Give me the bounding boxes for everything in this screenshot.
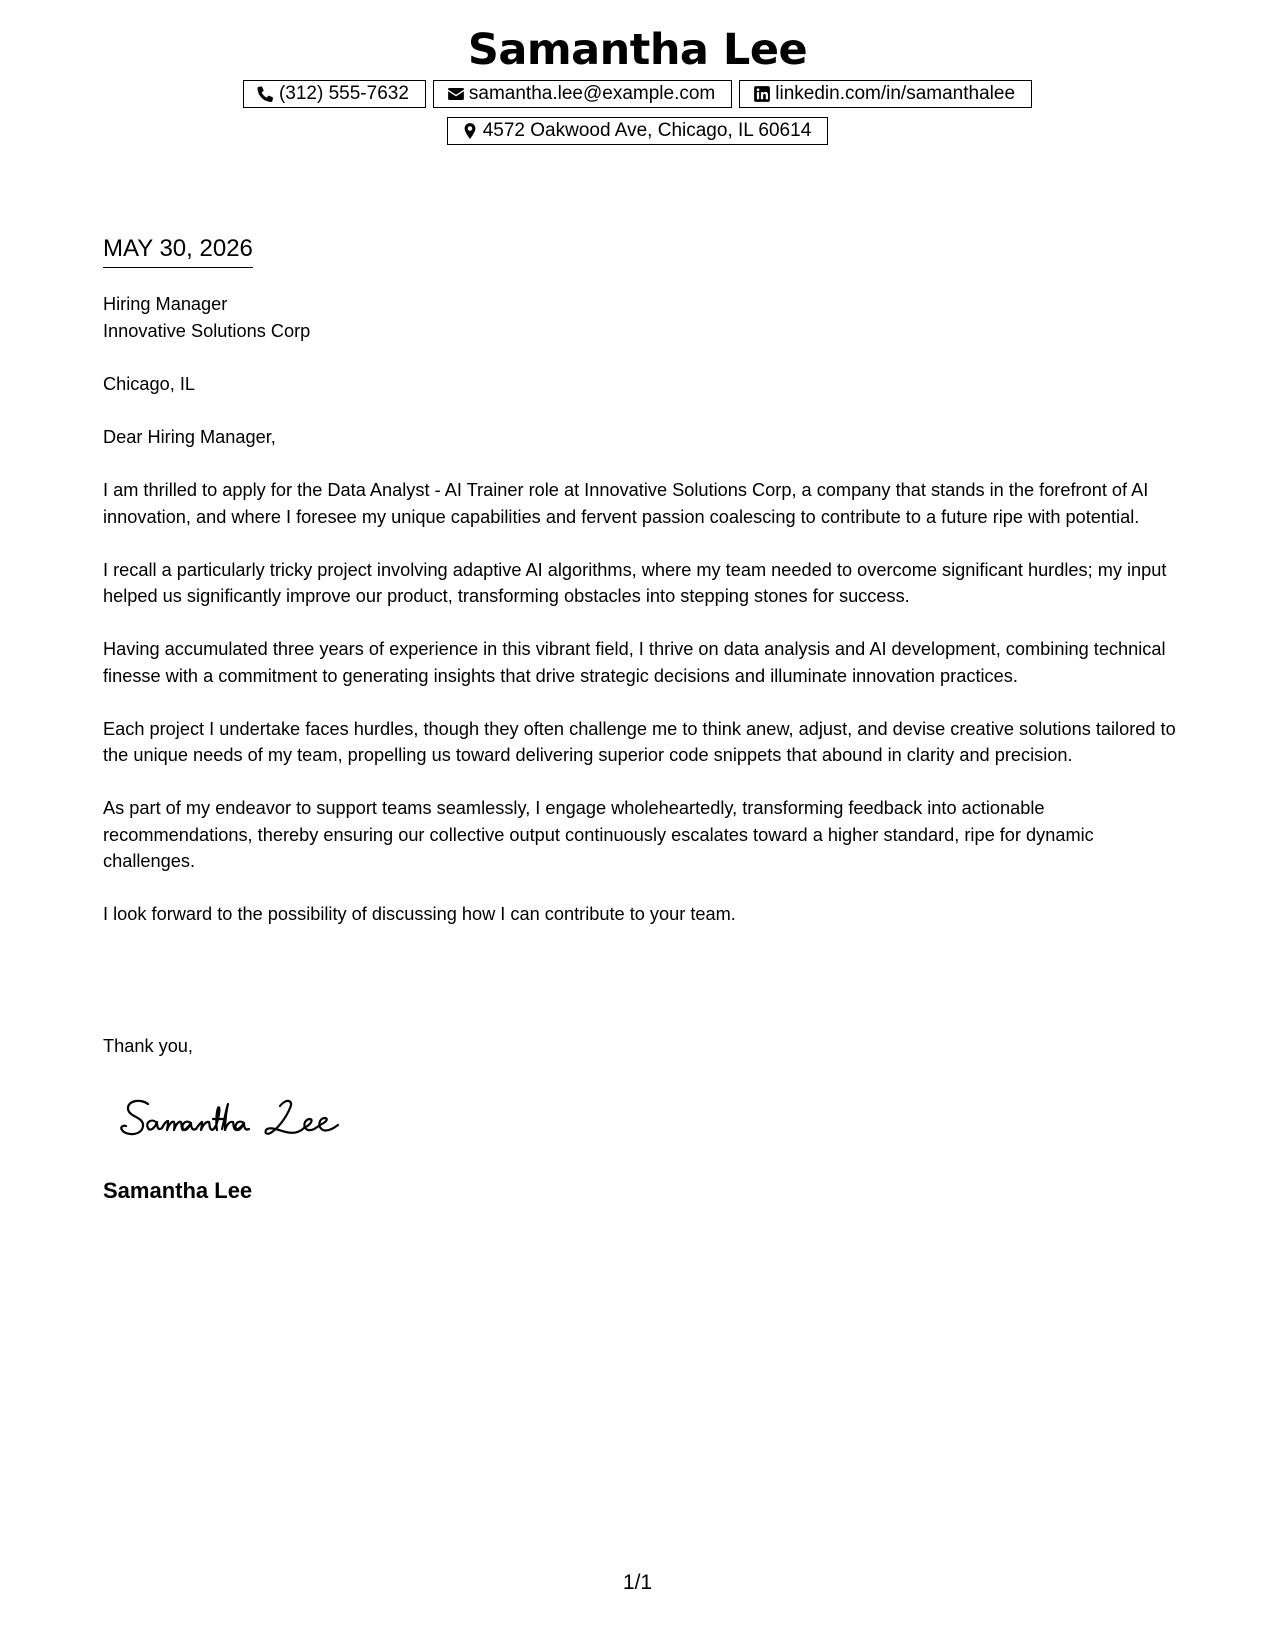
linkedin-icon bbox=[753, 85, 771, 103]
recipient-title: Hiring Manager bbox=[103, 294, 228, 314]
applicant-name: Samantha Lee bbox=[467, 25, 808, 75]
salutation: Dear Hiring Manager, bbox=[103, 427, 276, 447]
phone-text: (312) 555-7632 bbox=[278, 83, 409, 104]
signer-name: Samantha Lee bbox=[103, 1178, 253, 1203]
contact-row bbox=[0, 80, 1275, 108]
phone-icon bbox=[257, 85, 275, 103]
handwritten-signature bbox=[118, 1092, 348, 1148]
body-paragraph: I am thrilled to apply for the Data Analyst - AI Trainer role at Innovative Solutions Corp, a company that stands in the forefront of AI innovation, and where I foresee my unique capabilities and fervent passion coalescing to contribute to a future ripe with potential. bbox=[103, 480, 1149, 527]
body-paragraph: Having accumulated three years of experience in this vibrant field, I thrive on data analysis and AI development, combining technical finesse with a commitment to generating insights that drive strategic decisions and illuminate innovation practices. bbox=[103, 639, 1166, 686]
address-text: 4572 Oakwood Ave, Chicago, IL 60614 bbox=[482, 120, 812, 141]
recipient-location: Chicago, IL bbox=[103, 374, 196, 394]
letter-date: MAY 30, 2026 bbox=[103, 232, 253, 268]
body-paragraph: I recall a particularly tricky project involving adaptive AI algorithms, where my team needed to overcome significant hurdles; my input helped us significantly improve our product, transforming obstacles into stepping stones for success. bbox=[103, 559, 1167, 606]
closing: Thank you, bbox=[103, 1036, 193, 1056]
phone-contact bbox=[243, 80, 426, 108]
email-text: samantha.lee@example.com bbox=[468, 83, 716, 104]
letter-body bbox=[103, 477, 1183, 954]
linkedin-contact[interactable] bbox=[739, 80, 1032, 108]
body-paragraph: Each project I undertake faces hurdles, though they often challenge me to think anew, adjust, and devise creative solutions tailored to the unique needs of my team, propelling us toward delivering superior code snippets that abound in clarity and precision. bbox=[103, 718, 1176, 765]
contact-row bbox=[0, 117, 1275, 145]
envelope-icon bbox=[447, 85, 465, 103]
recipient-company: Innovative Solutions Corp bbox=[103, 320, 311, 341]
body-paragraph: As part of my endeavor to support teams seamlessly, I engage wholeheartedly, transforming feedback into actionable recommendations, thereby ensuring our collective output continuously escalates toward a higher standard, ripe for dynamic challenges. bbox=[103, 798, 1094, 871]
address-contact bbox=[447, 117, 829, 145]
email-contact[interactable] bbox=[433, 80, 732, 108]
recipient-block bbox=[103, 291, 1183, 344]
page-number: 1/1 bbox=[622, 1571, 653, 1594]
map-pin-icon bbox=[461, 122, 479, 140]
linkedin-text: linkedin.com/in/samanthalee bbox=[775, 83, 1016, 104]
body-paragraph: I look forward to the possibility of discussing how I can contribute to your team. bbox=[103, 904, 736, 924]
